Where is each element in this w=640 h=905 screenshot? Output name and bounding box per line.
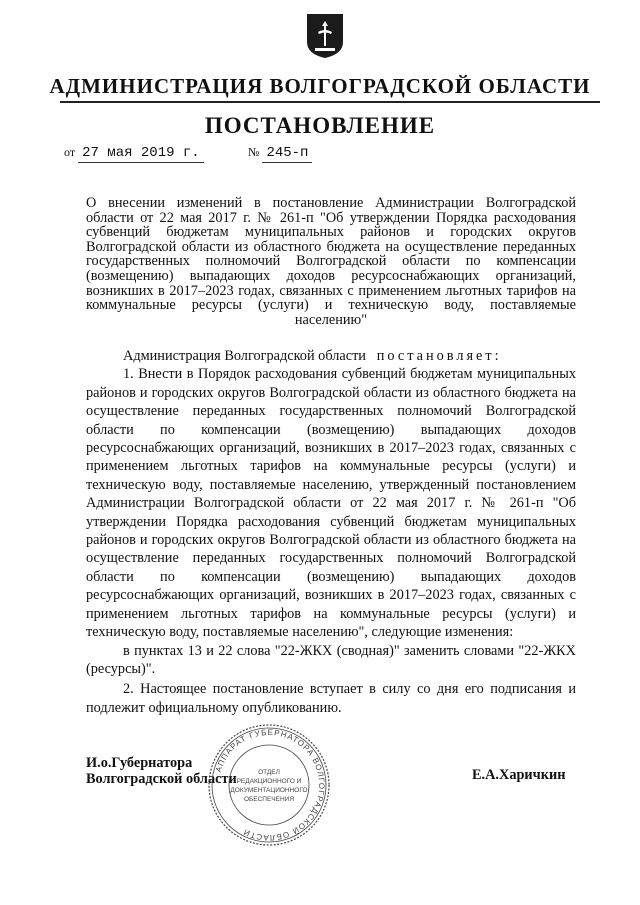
position-line-2: Волгоградской области: [86, 771, 237, 787]
document-type: ПОСТАНОВЛЕНИЕ: [204, 113, 436, 138]
svg-text:ОБЕСПЕЧЕНИЯ: ОБЕСПЕЧЕНИЯ: [243, 796, 295, 803]
svg-text:ДОКУМЕНТАЦИОННОГО: ДОКУМЕНТАЦИОННОГО: [230, 787, 308, 794]
item-1-change: в пунктах 13 и 22 слова "22-ЖКХ (сводная)" заменить словами "22-ЖКХ (ресурсы)".: [86, 642, 576, 677]
signatory-name: Е.А.Харичкин: [472, 767, 566, 783]
svg-text:РЕДАКЦИОННОГО И: РЕДАКЦИОННОГО И: [236, 778, 302, 785]
svg-text:АППАРАТ ГУБЕРНАТОРА ВОЛГОГРАДС: АППАРАТ ГУБЕРНАТОРА ВОЛГОГРАДСКОЙ ОБЛАСТИ: [213, 727, 327, 843]
number-field: [248, 145, 312, 163]
organization-title: АДМИНИСТРАЦИЯ ВОЛГОГРАДСКОЙ ОБЛАСТИ: [49, 74, 591, 98]
official-seal: [206, 722, 332, 848]
position-line-1: И.о.Губернатора: [86, 755, 193, 771]
item-2: 2. Настоящее постановление вступает в силу со дня его подписания и подлежит официальному опубликованию.: [86, 681, 576, 716]
date-value: 27 мая 2019 г.: [78, 145, 204, 163]
item-1: 1. Внести в Порядок расходования субвенций бюджетам муниципальных районов и городских округов Волгоградской области из областного бюджета на осуществление переданных государственных полномочий Волгоградской области по компенсации (возмещению) выпадающих доходов ресурсоснабжающих организаций, возникших в 2017–2023 годах, связанных с применением льготных тарифов на коммунальные ресурсы (услуги) и техническую воду, поставляемые населению, утвержденный постановлением Администрации Волгоградской области от 22 мая 2017 г. № 261-п "Об утверждении Порядка расходования субвенций бюджетам муниципальных районов и городских округов Волгоградской области из областного бюджета на осуществление переданных государственных полномочий Волгоградской области по компенсации (возмещению) выпадающих доходов ресурсоснабжающих организаций, возникших в 2017–2023 годах, связанных с применением льготных тарифов на коммунальные ресурсы (услуги) и техническую воду, поставляемые населению", следующие изменения:: [86, 366, 576, 641]
date-prefix: от: [64, 145, 76, 159]
coat-of-arms-icon: [305, 12, 345, 60]
document-body: [86, 347, 576, 717]
document-subject: О внесении изменений в постановление Администрации Волгоградской области от 22 мая 2017 г. № 261-п "Об утверждении Порядка расходования субвенций бюджетам муниципальных районов и городских округов Волгоградской области из областного бюджета на осуществление переданных государственных полномочий Волгоградской области по компенсации (возмещению) выпадающих доходов ресурсоснабжающих организаций, возникших в 2017–2023 годах, связанных с применением льготных тарифов на коммунальные ресурсы (услуги) и техническую воду, поставляемые населению": [86, 195, 576, 328]
number-prefix: №: [248, 145, 260, 159]
date-field: [64, 145, 204, 163]
preamble: [86, 347, 576, 365]
number-value: 245-п: [262, 145, 312, 163]
svg-text:ОТДЕЛ: ОТДЕЛ: [258, 769, 280, 776]
title-divider: [60, 101, 600, 103]
preamble-org: Администрация Волгоградской области: [123, 348, 366, 364]
preamble-verb: постановляет:: [376, 348, 502, 364]
